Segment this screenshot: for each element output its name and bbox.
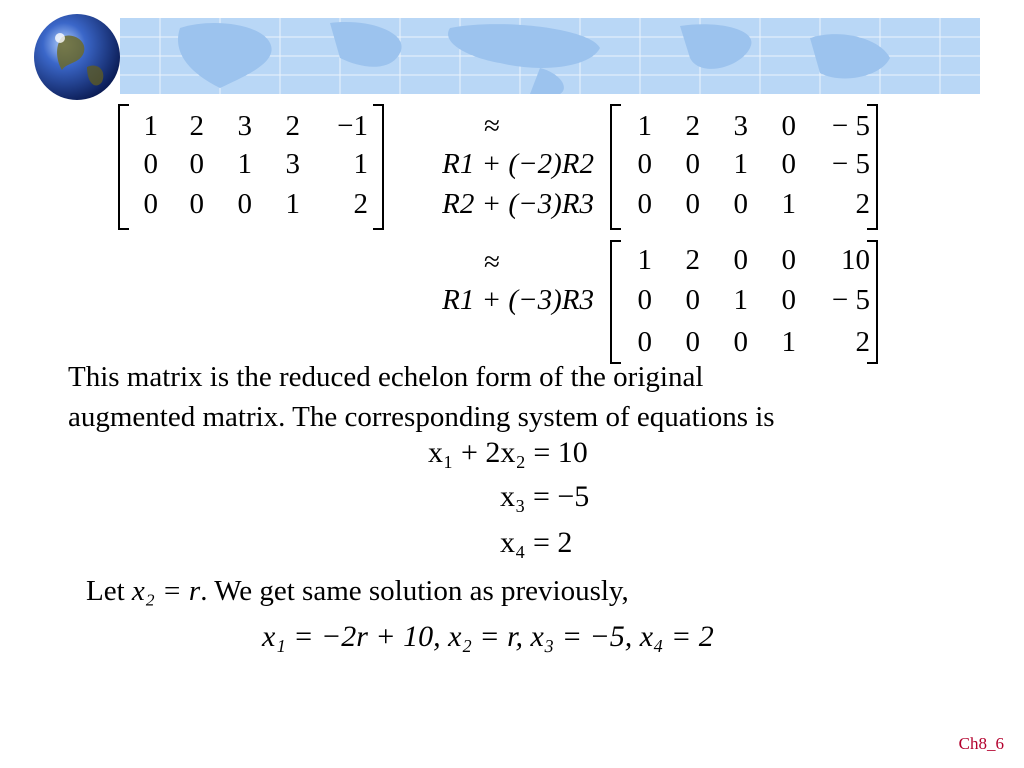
matrix-cell: 1 <box>143 110 158 142</box>
matrix-cell: 0 <box>781 244 796 276</box>
matrix-cell: 0 <box>685 326 700 358</box>
matrix-cell: 0 <box>189 188 204 220</box>
solution-line: x₁ = −2r + 10, x₂ = r, x₃ = −5, x₄ = 2 <box>262 620 714 653</box>
matrix-cell: 0 <box>685 188 700 220</box>
matrix-cell: − 5 <box>831 110 870 142</box>
matrix-cell: 2 <box>285 110 300 142</box>
matrix-cell: 3 <box>733 110 748 142</box>
row-operation-2: R2 + (−3)R3 <box>442 188 594 220</box>
matrix-cell: 2 <box>685 110 700 142</box>
matrix-cell: 0 <box>781 148 796 180</box>
matrix-cell: 0 <box>189 148 204 180</box>
matrix-cell: 2 <box>855 326 870 358</box>
world-map-banner <box>120 18 980 94</box>
globe-icon <box>32 12 122 102</box>
matrix-cell: 0 <box>143 188 158 220</box>
matrix-cell: 1 <box>353 148 368 180</box>
matrix-cell: 2 <box>189 110 204 142</box>
matrix-cell: 1 <box>637 110 652 142</box>
matrix-cell: − 5 <box>831 284 870 316</box>
matrix-cell: 1 <box>285 188 300 220</box>
approx-symbol: ≈ <box>484 246 500 278</box>
matrix-reduced <box>610 240 878 364</box>
row-operation-3: R1 + (−3)R3 <box>442 284 594 316</box>
matrix-cell: 0 <box>733 188 748 220</box>
matrix-cell: − 5 <box>831 148 870 180</box>
matrix-cell: 1 <box>733 148 748 180</box>
approx-symbol: ≈ <box>484 110 500 142</box>
matrix-cell: 1 <box>637 244 652 276</box>
matrix-cell: −1 <box>337 110 368 142</box>
map-grid-icon <box>120 18 980 94</box>
paragraph-line-1: This matrix is the reduced echelon form of the original <box>68 361 704 393</box>
matrix-cell: 0 <box>637 284 652 316</box>
matrix-cell: 3 <box>237 110 252 142</box>
matrix-cell: 0 <box>733 326 748 358</box>
equation-2: x₃ = −5 <box>500 480 590 513</box>
equation-1: x₁ + 2x₂ = 10 <box>428 436 588 469</box>
matrix-cell: 2 <box>855 188 870 220</box>
matrix-cell: 1 <box>733 284 748 316</box>
matrix-cell: 0 <box>733 244 748 276</box>
matrix-cell: 0 <box>685 148 700 180</box>
let-prefix: Let <box>86 575 132 607</box>
matrix-original <box>118 104 384 230</box>
let-expression: x₂ = r <box>131 575 201 607</box>
matrix-step1 <box>610 104 878 230</box>
matrix-cell: 0 <box>143 148 158 180</box>
let-line <box>86 572 629 610</box>
bracket-right <box>373 104 384 230</box>
matrix-cell: 0 <box>237 188 252 220</box>
matrix-cell: 0 <box>637 326 652 358</box>
matrix-cell: 1 <box>781 326 796 358</box>
matrix-cell: 0 <box>781 284 796 316</box>
matrix-cell: 2 <box>685 244 700 276</box>
matrix-cell: 3 <box>285 148 300 180</box>
matrix-cell: 0 <box>637 188 652 220</box>
let-suffix: . We get same solution as previously, <box>200 575 629 607</box>
matrix-cell: 10 <box>841 244 870 276</box>
paragraph-line-2: augmented matrix. The corresponding system of equations is <box>68 401 775 433</box>
matrix-cell: 1 <box>781 188 796 220</box>
slide-number: Ch8_6 <box>958 734 1004 753</box>
matrix-cell: 0 <box>685 284 700 316</box>
equation-3: x₄ = 2 <box>500 526 573 559</box>
matrix-cell: 0 <box>637 148 652 180</box>
matrix-cell: 1 <box>237 148 252 180</box>
row-operation-1: R1 + (−2)R2 <box>442 148 594 180</box>
matrix-cell: 0 <box>781 110 796 142</box>
matrix-cell: 2 <box>353 188 368 220</box>
